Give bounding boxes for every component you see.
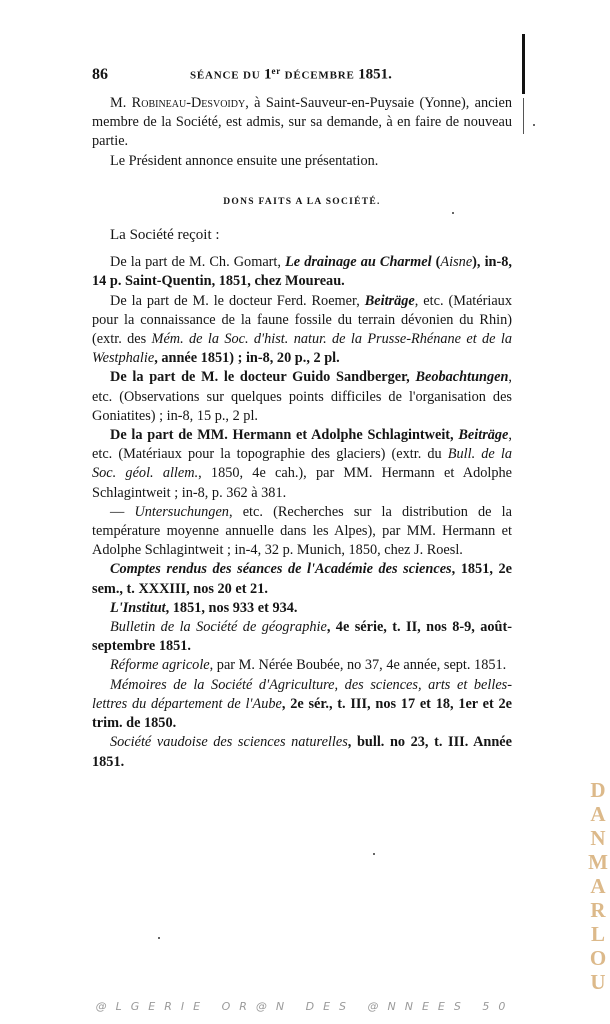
watermark-letter: L: [590, 922, 605, 946]
paragraph-admission: M. Robineau-Desvoidy, à Saint-Sauveur-en-Puysaie (Yonne), ancien membre de la Société, est admis, sur sa demande, à en faire de nouveau partie.: [92, 95, 512, 150]
scan-speck: [158, 937, 160, 939]
scan-speck: [533, 124, 535, 126]
watermark-letter: U: [590, 970, 606, 994]
watermark-letter: O: [589, 946, 607, 970]
entry-reforme-agricole: Réforme agricole, par M. Nérée Boubée, no 37, 4e année, sept. 1851.: [110, 657, 507, 674]
scan-edge-bar-thin: [523, 98, 524, 134]
watermark-letter: A: [590, 802, 606, 826]
side-watermark: [586, 778, 610, 994]
entry-bulletin-geographie: Bulletin de la Société de géographie, 4e série, t. II, nos 8-9, août-septembre 1851.: [92, 619, 513, 655]
watermark-letter: M: [588, 850, 608, 874]
scan-speck: [373, 853, 375, 855]
footer-watermark: @LGERIE OR@N DES @NNEES 50: [95, 1000, 515, 1013]
section-title: DONS FAITS A LA SOCIÉTÉ.: [223, 196, 381, 207]
scan-edge-bar: [522, 34, 525, 94]
watermark-letter: N: [590, 826, 606, 850]
entry-sandberger: De la part de M. le docteur Guido Sandberger, Beobachtungen, etc. (Observations sur quelques points difficiles de l'organisation des Goniatites) ; in-8, 15 p., 2 pl.: [92, 369, 512, 424]
page-number: 86: [92, 66, 108, 83]
page-header: [92, 66, 512, 86]
entry-roemer: De la part de M. le docteur Ferd. Roemer, Beiträge, etc. (Matériaux pour la connaissance de la faune fossile du terrain dévonien du Rhin) (extr. des Mém. de la Soc. d'hist. natur. de la Prusse-Rhénane et de la Westphalie, année 1851) ; in-8, 20 p., 2 pl.: [92, 292, 512, 367]
entry-memoires-aube: Mémoires de la Société d'Agriculture, des sciences, arts et belles-lettres du département de l'Aube, 2e sér., t. III, nos 17 et 18, 1er et 2e trim. de 1850.: [92, 676, 512, 732]
watermark-letter: D: [590, 778, 606, 802]
running-title: SÉANCE DU 1er DÉCEMBRE 1851.: [190, 66, 392, 83]
entry-schlagintweit-1: De la part de MM. Hermann et Adolphe Schlagintweit, Beiträge, etc. (Matériaux pour la topographie des glaciers) (extr. du Bull. de la Soc. géol. allem., 1850, 4e cah.), par MM. Hermann et Adolphe Schlagintweit ; in-8, p. 362 à 381.: [92, 427, 512, 501]
entry-gomart: De la part de M. Ch. Gomart, Le drainage au Charmel (Aisne), in-8, 14 p. Saint-Quentin, 1851, chez Moureau.: [92, 254, 512, 290]
page-body: [92, 94, 512, 772]
entry-intro: La Société reçoit :: [110, 227, 220, 244]
entry-societe-vaudoise: Société vaudoise des sciences naturelles, bull. no 23, t. III. Année 1851.: [92, 734, 512, 770]
paragraph-presentation: Le Président annonce ensuite une présentation.: [110, 152, 379, 169]
entry-comptes-rendus: Comptes rendus des séances de l'Académie des sciences, 1851, 2e sem., t. XXXIII, nos 20 et 21.: [92, 561, 512, 597]
watermark-letter: R: [590, 898, 606, 922]
entry-schlagintweit-2: — Untersuchungen, etc. (Recherches sur la distribution de la température moyenne annuelle dans les Alpes), par MM. Hermann et Adolphe Schlagintweit ; in-4, 32 p. Munich, 1850, chez J. Roesl.: [92, 503, 512, 559]
watermark-letter: A: [590, 874, 606, 898]
entry-institut: L'Institut, 1851, nos 933 et 934.: [110, 599, 298, 616]
book-page: [92, 66, 512, 772]
